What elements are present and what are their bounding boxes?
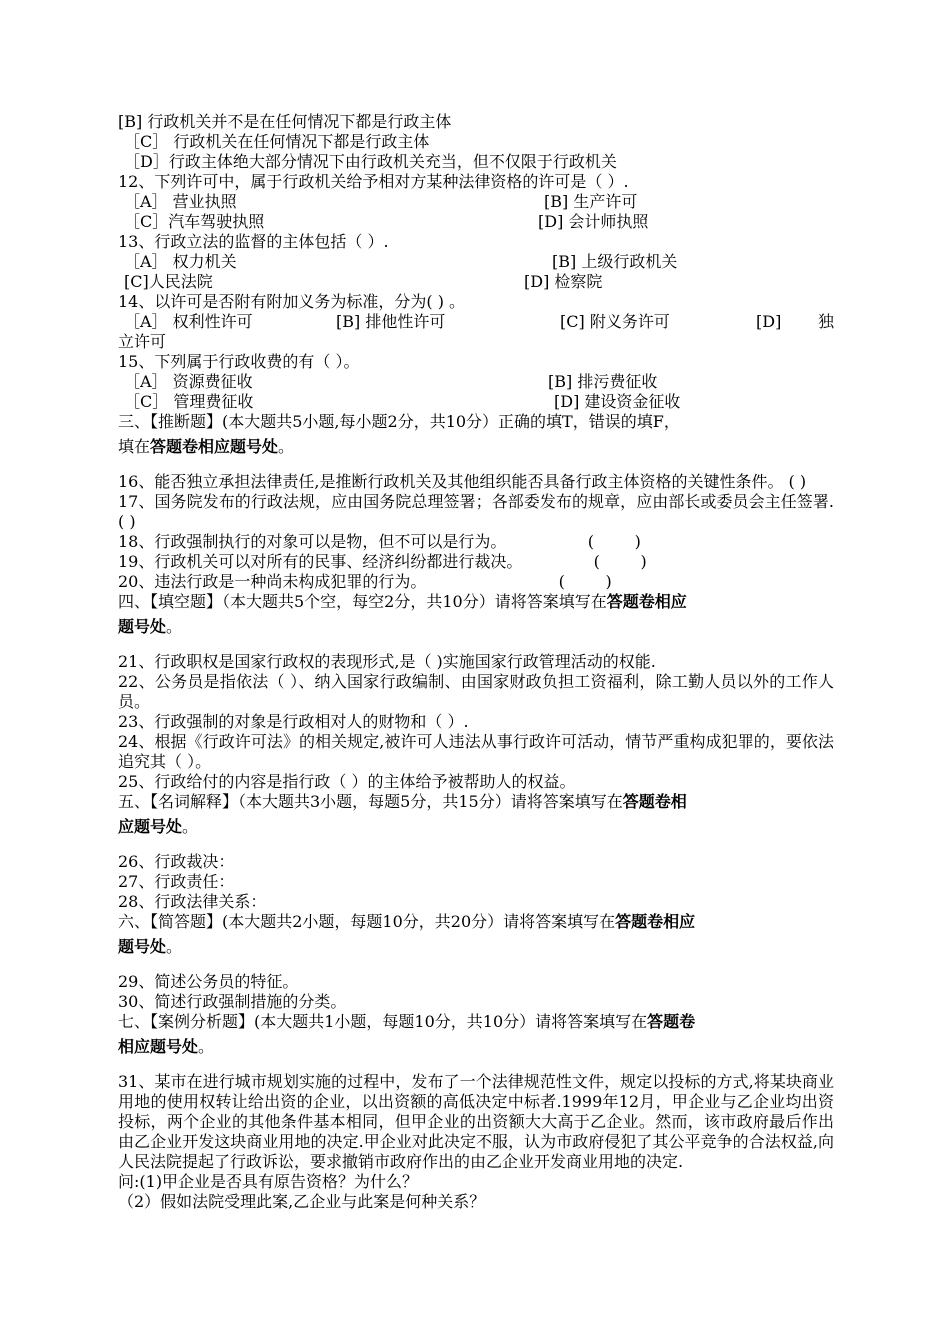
q12-option-d: [D] 会计师执照 [538, 212, 649, 231]
q23: 23、行政强制的对象是行政相对人的财物和（ ）. [118, 712, 469, 731]
section-6-heading [118, 912, 834, 932]
q11-option-d: ［D］行政主体绝大部分情况下由行政机关充当，但不仅限于行政机关 [124, 152, 617, 171]
section-7-heading-bold-cont: 相应题号处 [118, 1037, 199, 1056]
q20: 20、违法行政是一种尚未构成犯罪的行为。 ( ) [118, 572, 612, 591]
section-5-heading-cont [118, 812, 834, 842]
q26: 26、行政裁决： [118, 852, 235, 871]
q15-options-row2 [118, 392, 834, 412]
section-4-heading [118, 592, 834, 612]
q14-option-d: [D] 独 [756, 312, 834, 331]
q14-option-d-continued: 立许可 [118, 332, 167, 351]
section-4-heading-cont [118, 612, 834, 642]
section-7-heading-bold: 答题卷 [647, 1012, 696, 1031]
section-6-heading-end: 。 [166, 937, 183, 956]
q24: 24、根据《行政许可法》的相关规定,被许可人违法从事行政许可活动，情节严重构成犯罪的，要依法追究其（ ）。 [118, 732, 834, 771]
q22: 22、公务员是指依法（ ）、纳入国家行政编制、由国家财政负担工资福利，除工勤人员以外的工作人员。 [118, 672, 834, 711]
q16: 16、能否独立承担法律责任,是推断行政机关及其他组织能否具备行政主体资格的关键性条件。 ( ) [118, 472, 807, 491]
section-5-heading-bold: 答题卷相 [622, 792, 687, 811]
q15-option-a: ［A］ 资源费征收 [124, 372, 253, 391]
q15-option-b: [B] 排污费征收 [548, 372, 658, 391]
section-4-heading-end: 。 [166, 617, 183, 636]
section-4-heading-bold: 答题卷相应 [606, 592, 687, 611]
q13-options-row2 [118, 272, 834, 292]
q15-stem: 15、下列属于行政收费的有（ ）。 [118, 352, 360, 371]
section-6-heading-text: 六、【简答题】(本大题共2小题，每题10分，共20分）请将答案填写在 [118, 912, 616, 931]
q12-options-row2 [118, 212, 834, 232]
q13-option-a: ［A］ 权力机关 [124, 252, 237, 271]
q15-options-row1 [118, 372, 834, 392]
q12-option-b: [B] 生产许可 [544, 192, 638, 211]
q13-options-row1 [118, 252, 834, 272]
q14-option-c: [C] 附义务许可 [560, 312, 670, 331]
q31-case: 31、某市在进行城市规划实施的过程中，发布了一个法律规范性文件，规定以投标的方式,将某块商业用地的使用权转让给出资的企业，以出资额的高低决定中标者.1999年12月，甲企业与乙企业均出资投标，两个企业的其他条件基本相同，但甲企业的出资额大大高于乙企业。然而，该市政府最后作出由乙企业开发这块商业用地的决定.甲企业对此决定不服，认为市政府侵犯了其公平竞争的合法权益,向人民法院提起了行政诉讼，要求撤销市政府作出的由乙企业开发商业用地的决定. [118, 1072, 834, 1171]
q14-stem: 14、以许可是否附有附加义务为标准，分为( ) 。 [118, 292, 466, 311]
section-3-heading-end: 。 [278, 437, 295, 456]
section-3-heading-bold: 答题卷相应题号处 [150, 437, 279, 456]
q15-option-d: [D] 建设资金征收 [554, 392, 681, 411]
section-6-heading-cont [118, 932, 834, 962]
section-7-heading-text: 七、【案例分析题】(本大题共1小题，每题10分，共10分）请将答案填写在 [118, 1012, 648, 1031]
section-3-heading-text: 填在 [118, 437, 151, 456]
q28: 28、行政法律关系： [118, 892, 267, 911]
q29: 29、简述公务员的特征。 [118, 972, 299, 991]
section-4-heading-text: 四、【填空题】（本大题共5个空，每空2分，共10分）请将答案填写在 [118, 592, 607, 611]
q14-options-row [118, 312, 834, 332]
q11-option-c: ［C］ 行政机关在任何情况下都是行政主体 [124, 132, 430, 151]
q12-option-a: ［A］ 营业执照 [124, 192, 237, 211]
section-7-heading [118, 1012, 834, 1032]
q12-option-c: ［C］汽车驾驶执照 [124, 212, 265, 231]
section-4-heading-bold-cont: 题号处 [118, 617, 167, 636]
q11-option-b: [B] 行政机关并不是在任何情况下都是行政主体 [118, 112, 452, 131]
q19: 19、行政机关可以对所有的民事、经济纠纷都进行裁决。 ( ) [118, 552, 647, 571]
q14-option-b: [B] 排他性许可 [336, 312, 446, 331]
q21: 21、行政职权是国家行政权的表现形式,是（ )实施国家行政管理活动的权能. [118, 652, 656, 671]
section-5-heading-end: 。 [182, 817, 199, 836]
q12-options-row1 [118, 192, 834, 212]
q13-option-b: [B] 上级行政机关 [552, 252, 678, 271]
q12-stem: 12、下列许可中，属于行政机关给予相对方某种法律资格的许可是（ ）. [118, 172, 629, 191]
section-7-heading-end: 。 [198, 1037, 215, 1056]
q31-question-2: （2）假如法院受理此案,乙企业与此案是何种关系？ [118, 1192, 486, 1211]
q13-stem: 13、行政立法的监督的主体包括（ ）. [118, 232, 389, 251]
q30: 30、简述行政强制措施的分类。 [118, 992, 347, 1011]
section-3-heading: 三、【推断题】(本大题共5小题,每小题2分，共10分）正确的填T，错误的填F， [118, 412, 680, 431]
exam-page [118, 112, 834, 1212]
q31-question-1: 问:(1)甲企业是否具有原告资格？为什么？ [118, 1172, 419, 1191]
q25: 25、行政给付的内容是指行政（ ）的主体给予被帮助人的权益。 [118, 772, 576, 791]
section-6-heading-bold-cont: 题号处 [118, 937, 167, 956]
section-3-heading-cont [118, 432, 834, 462]
q14-option-a: ［A］ 权利性许可 [124, 312, 253, 331]
q27: 27、行政责任： [118, 872, 235, 891]
q18: 18、行政强制执行的对象可以是物，但不可以是行为。 ( ) [118, 532, 641, 551]
q13-option-c: [C]人民法院 [124, 272, 213, 291]
q15-option-c: ［C］ 管理费征收 [124, 392, 254, 411]
q13-option-d: [D] 检察院 [524, 272, 603, 291]
q17: 17、国务院发布的行政法规，应由国务院总理签署；各部委发布的规章，应由部长或委员会主任签署. ( ) [118, 492, 834, 531]
section-5-heading-bold-cont: 应题号处 [118, 817, 183, 836]
section-5-heading-text: 五、【名词解释】（本大题共3小题，每题5分，共15分）请将答案填写在 [118, 792, 623, 811]
section-7-heading-cont [118, 1032, 834, 1062]
section-6-heading-bold: 答题卷相应 [615, 912, 696, 931]
section-5-heading [118, 792, 834, 812]
